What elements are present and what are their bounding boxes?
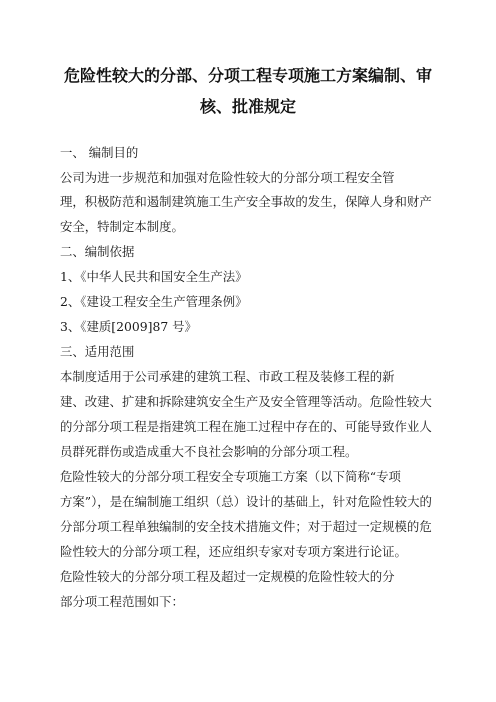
list-item: 3、《建质[2009]87 号》 (60, 319, 197, 334)
paragraph-line: 危险性较大的分部分项工程安全专项施工方案（以下简称“专项 (60, 469, 401, 484)
section-heading: 二、编制依据 (60, 244, 135, 259)
list-item: 2、《建设工程安全生产管理条例》 (60, 294, 248, 309)
paragraph-line: 分部分项工程单独编制的安全技术措施文件；对于超过一定规模的危 (60, 519, 432, 534)
paragraph-line: 方案”），是在编制施工组织（总）设计的基础上，针对危险性较大的 (60, 494, 432, 509)
list-item: 1、《中华人民共和国安全生产法》 (60, 269, 248, 284)
paragraph-line: 员群死群伤或造成重大不良社会影响的分部分项工程。 (60, 444, 358, 459)
paragraph-line: 安全，特制定本制度。 (60, 219, 184, 234)
paragraph-line: 建、改建、扩建和拆除建筑安全生产及安全管理等活动。危险性较大 (60, 394, 432, 409)
paragraph-line: 部分项工程范围如下： (60, 594, 184, 609)
paragraph-line: 危险性较大的分部分项工程及超过一定规模的危险性较大的分 (60, 569, 395, 584)
paragraph-line: 本制度适用于公司承建的建筑工程、市政工程及装修工程的新 (60, 369, 395, 384)
paragraph-line: 险性较大的分部分项工程，还应组织专家对专项方案进行论证。 (60, 544, 407, 559)
document-title-line-2: 核、批准规定 (199, 97, 296, 116)
paragraph-line: 理，积极防范和遏制建筑施工生产安全事故的发生，保障人身和财产 (60, 194, 432, 209)
section-heading: 三、适用范围 (60, 344, 135, 359)
document-title-line-1: 危险性较大的分部、分项工程专项施工方案编制、审 (63, 66, 432, 85)
section-heading: 一、 编制目的 (60, 145, 139, 160)
paragraph-line: 公司为进一步规范和加强对危险性较大的分部分项工程安全管 (60, 170, 395, 185)
paragraph-line: 的分部分项工程是指建筑工程在施工过程中存在的、可能导致作业人 (60, 419, 432, 434)
